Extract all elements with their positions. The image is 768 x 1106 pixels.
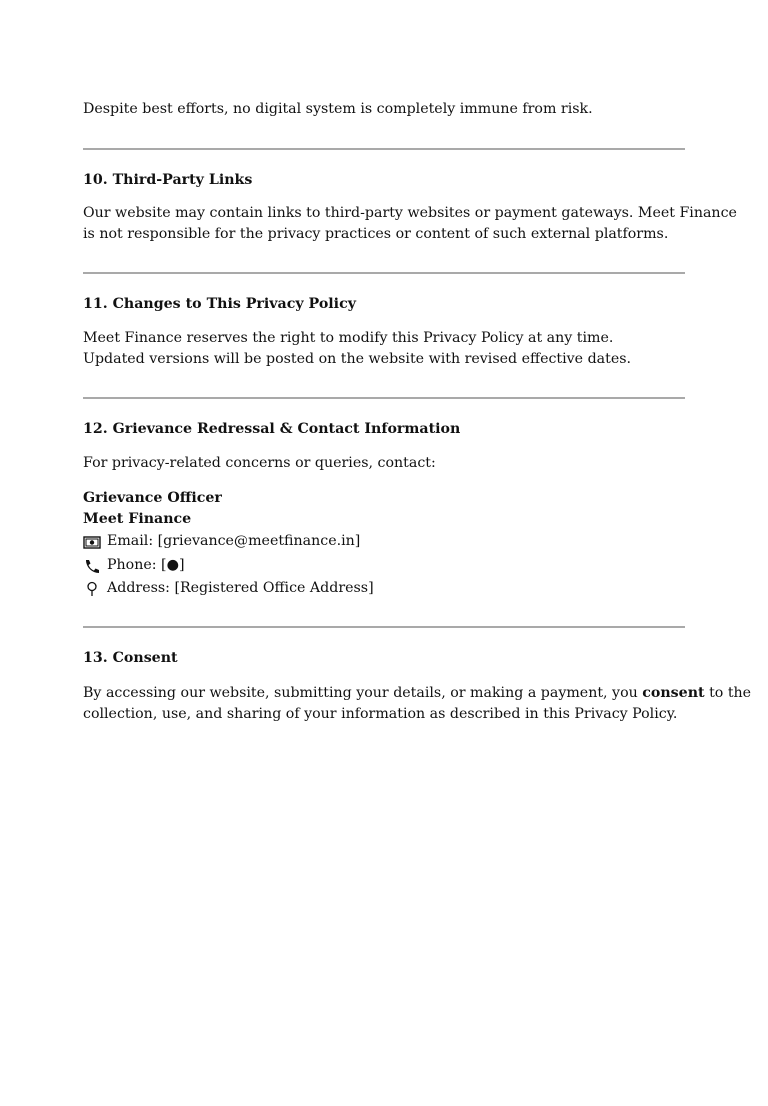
contact-email <box>83 531 360 552</box>
contact-address <box>83 578 374 599</box>
section-divider <box>83 626 685 628</box>
consent-text-after: to the <box>704 685 752 701</box>
section-divider <box>83 397 685 399</box>
company-name: Meet Finance <box>83 511 192 527</box>
intro-paragraph: Despite best efforts, no digital system is completely immune from risk. <box>83 101 593 117</box>
phone-text: Phone: [●] <box>107 557 185 573</box>
address-text: Address: [Registered Office Address] <box>107 580 374 596</box>
consent-bold-word: consent <box>642 685 705 701</box>
paragraph-line: is not responsible for the privacy practices or content of such external platforms. <box>83 226 669 242</box>
paragraph-line: Meet Finance reserves the right to modify this Privacy Policy at any time. <box>83 330 614 346</box>
paragraph-line: collection, use, and sharing of your information as described in this Privacy Policy. <box>83 706 678 722</box>
section-heading-changes-to-policy: 11. Changes to This Privacy Policy <box>83 296 356 312</box>
section-heading-consent: 13. Consent <box>83 650 178 666</box>
section-divider <box>83 148 685 150</box>
section-heading-grievance-contact: 12. Grievance Redressal & Contact Information <box>83 421 461 437</box>
grievance-officer-title: Grievance Officer <box>83 490 222 506</box>
consent-text-before: By accessing our website, submitting your details, or making a payment, you <box>83 685 643 701</box>
grievance-intro-paragraph: For privacy-related concerns or queries, contact: <box>83 455 436 471</box>
consent-paragraph <box>83 683 752 725</box>
paragraph-line: Our website may contain links to third-party websites or payment gateways. Meet Finance <box>83 205 737 221</box>
section-divider <box>83 272 685 274</box>
email-icon <box>83 534 101 550</box>
changes-policy-paragraph <box>83 328 685 370</box>
third-party-links-paragraph <box>83 203 737 245</box>
location-pin-icon <box>83 581 101 597</box>
paragraph-line <box>83 683 752 704</box>
phone-icon <box>83 558 101 574</box>
section-heading-third-party-links: 10. Third-Party Links <box>83 172 253 188</box>
email-text: Email: [grievance@meetfinance.in] <box>107 533 361 549</box>
contact-phone <box>83 555 185 576</box>
paragraph-line: Updated versions will be posted on the website with revised effective dates. <box>83 351 632 367</box>
